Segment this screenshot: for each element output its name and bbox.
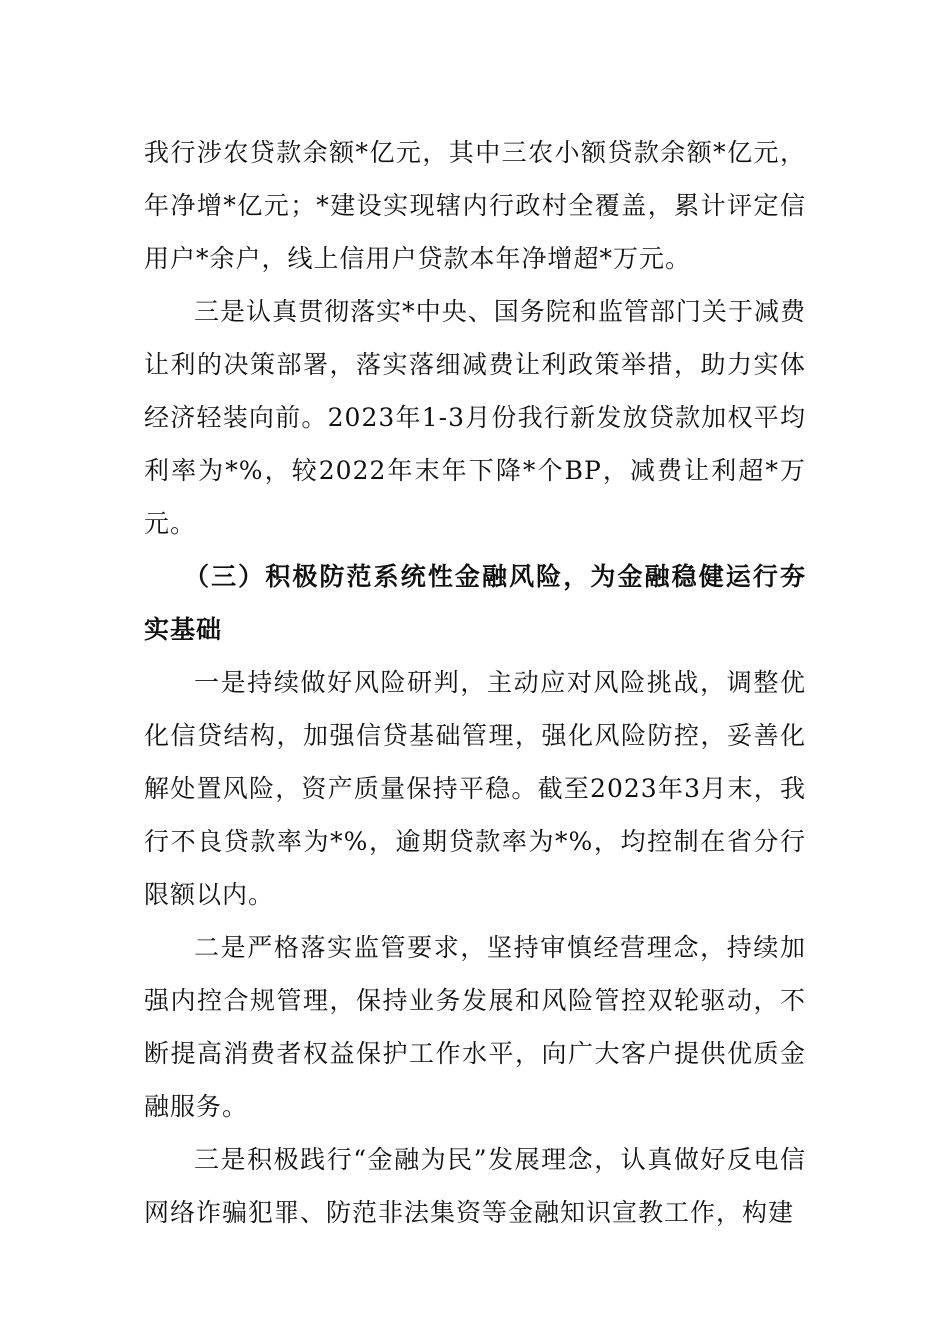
paragraph-fee-reduction: 三是认真贯彻落实*中央、国务院和监管部门关于减费让利的决策部署，落实落细减费让利政策举措，助力实体经济轻装向前。2023年1-3月份我行新发放贷款加权平均利率为*%，较2022年末年下降*个BP，减费让利超*万元。 (144, 297, 806, 538)
document-body (144, 126, 806, 1239)
paragraph-agri-loans: 我行涉农贷款余额*亿元，其中三农小额贷款余额*亿元，年净增*亿元；*建设实现辖内行政村全覆盖，累计评定信用户*余户，线上信用户贷款本年净增超*万元。 (144, 138, 806, 273)
paragraph-regulatory-compliance: 二是严格落实监管要求，坚持审慎经营理念，持续加强内控合规管理，保持业务发展和风险管控双轮驱动，不断提高消费者权益保护工作水平，向广大客户提供优质金融服务。 (144, 933, 806, 1121)
paragraph-finance-for-people: 三是积极践行“金融为民”发展理念，认真做好反电信网络诈骗犯罪、防范非法集资等金融知识宣教工作，构建 (144, 1145, 806, 1227)
paragraph-risk-assessment: 一是持续做好风险研判，主动应对风险挑战，调整优化信贷结构，加强信贷基础管理，强化风险防控，妥善化解处置风险，资产质量保持平稳。截至2023年3月末，我行不良贷款率为*%，逾期贷款率为*%，均控制在省分行限额以内。 (144, 668, 806, 909)
section-heading-risk-prevention: （三）积极防范系统性金融风险，为金融稳健运行夯实基础 (144, 562, 806, 644)
